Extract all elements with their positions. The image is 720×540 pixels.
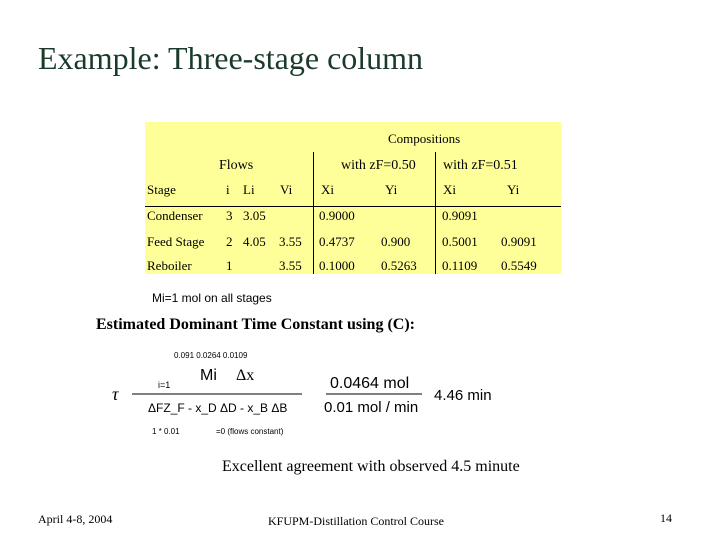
page-number: 14 — [660, 511, 672, 525]
col-y2: Yi — [507, 182, 520, 197]
formula-denominator: ΔFZ_F - x_D ΔD - x_B ΔB — [148, 401, 288, 415]
formula-mi: Mi — [200, 367, 217, 384]
col-li: Li — [243, 182, 255, 197]
cell-stage: Condenser — [147, 208, 203, 223]
formula-denominator-result: 0.01 mol / min — [324, 399, 419, 416]
footer-date: April 4-8, 2004 — [38, 512, 113, 526]
formula-result: 4.46 min — [434, 387, 492, 404]
cell-i: 2 — [226, 234, 233, 249]
compositions-header: Compositions — [388, 131, 461, 146]
cell-li: 3.05 — [243, 208, 266, 223]
cell-x2: 0.9091 — [442, 208, 478, 223]
slide-title: Example: Three-stage column — [38, 40, 424, 76]
cell-y1: 0.900 — [381, 234, 411, 249]
subheading: Estimated Dominant Time Constant using (C): — [96, 316, 415, 333]
cell-stage: Reboiler — [147, 258, 192, 273]
footer-course: KFUPM-Distillation Control Course — [268, 514, 445, 528]
mi-note: Mi=1 mol on all stages — [152, 291, 272, 305]
cell-x2: 0.1109 — [442, 258, 478, 273]
col-y1: Yi — [385, 182, 398, 197]
composition-table — [145, 122, 561, 274]
zf051-header: with zF=0.51 — [443, 158, 518, 173]
divider-flows — [313, 152, 314, 274]
formula-top-values: 0.091 0.0264 0.0109 — [174, 351, 248, 360]
time-constant-formula — [112, 348, 492, 440]
col-i: i — [226, 182, 230, 197]
col-x1: Xi — [321, 182, 334, 197]
flows-header: Flows — [219, 158, 254, 173]
cell-x1: 0.9000 — [319, 208, 355, 223]
cell-stage: Feed Stage — [147, 234, 205, 249]
cell-x2: 0.5001 — [442, 234, 478, 249]
formula-sum-sub: i=1 — [158, 380, 171, 390]
formula-numerator-result: 0.0464 mol — [330, 375, 410, 392]
cell-i: 1 — [226, 258, 233, 273]
divider-compositions — [435, 152, 436, 274]
cell-vi: 3.55 — [279, 234, 302, 249]
cell-x1: 0.4737 — [319, 234, 355, 249]
formula-below-right: =0 (flows constant) — [216, 427, 284, 436]
formula-below-left: 1 * 0.01 — [152, 427, 180, 436]
cell-y2: 0.5549 — [501, 258, 537, 273]
formula-tau: τ — [112, 384, 119, 404]
cell-i: 3 — [226, 208, 233, 223]
col-stage: Stage — [147, 182, 176, 197]
cell-y2: 0.9091 — [501, 234, 537, 249]
cell-x1: 0.1000 — [319, 258, 355, 273]
cell-li: 4.05 — [243, 234, 266, 249]
col-x2: Xi — [443, 182, 456, 197]
col-vi: Vi — [280, 182, 293, 197]
formula-dx: Δx — [236, 367, 255, 384]
header-rule — [145, 206, 561, 207]
cell-vi: 3.55 — [279, 258, 302, 273]
zf050-header: with zF=0.50 — [341, 158, 416, 173]
agreement-text: Excellent agreement with observed 4.5 minute — [222, 458, 520, 475]
cell-y1: 0.5263 — [381, 258, 417, 273]
